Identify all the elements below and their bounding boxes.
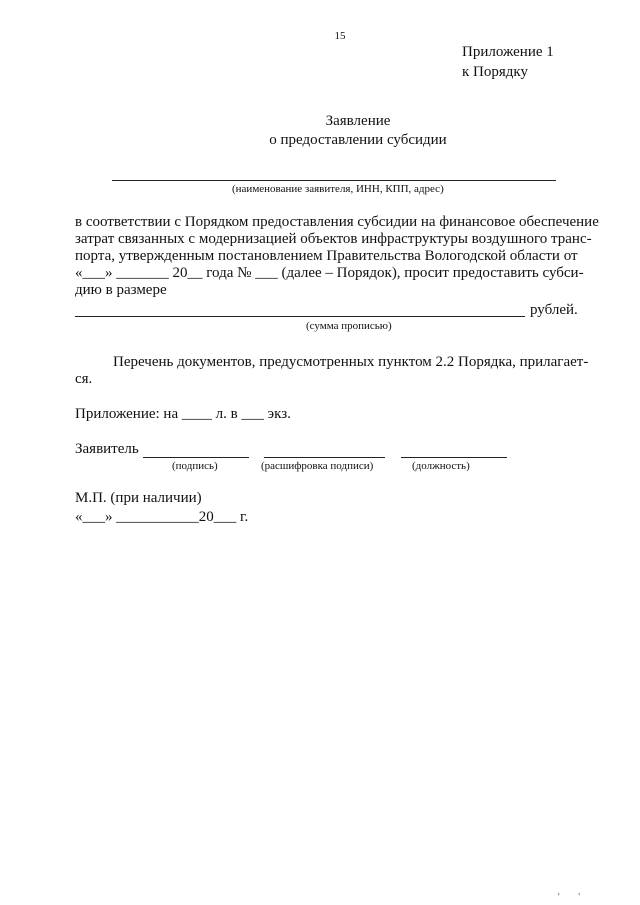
stamp-line: М.П. (при наличии) [75, 490, 202, 506]
documents-list-paragraph: Перечень документов, предусмотренных пунктом 2.2 Порядка, прилагает-ся. [75, 354, 589, 387]
amount-words-hint: (сумма прописью) [306, 320, 392, 332]
request-line-2: затрат связанных с модернизацией объектов инфраструктуры воздушного транс- [75, 231, 592, 247]
amount-currency-label: рублей. [530, 302, 578, 318]
amount-words-line [75, 316, 525, 317]
document-title: Заявление [325, 113, 391, 129]
appendix-line-2: к Порядку [462, 64, 528, 80]
applicant-name-line [112, 180, 556, 181]
page-number: 15 [334, 30, 346, 42]
applicant-label: Заявитель [75, 441, 139, 457]
signature-hint: (подпись) [172, 460, 218, 472]
applicant-name-hint: (наименование заявителя, ИНН, КПП, адрес) [232, 183, 444, 195]
signature-decoding-line [264, 457, 385, 458]
request-line-5: дию в размере [75, 282, 167, 298]
position-hint: (должность) [412, 460, 470, 472]
signature-line [143, 457, 249, 458]
request-line-4: «___» _______ 20__ года № ___ (далее – Порядок), просит предоставить субси- [75, 265, 584, 281]
document-subtitle: о предоставлении субсидии [269, 132, 447, 148]
request-paragraph [75, 214, 599, 299]
scan-corner-marks: ' ' [557, 892, 588, 903]
attachment-line: Приложение: на ____ л. в ___ экз. [75, 406, 291, 422]
request-line-1: в соответствии с Порядком предоставления субсидии на финансовое обеспечение [75, 214, 599, 230]
request-line-3: порта, утвержденным постановлением Правительства Вологодской области от [75, 248, 578, 264]
signature-decoding-hint: (расшифровка подписи) [261, 460, 374, 472]
appendix-reference [462, 42, 554, 82]
position-line [401, 457, 507, 458]
date-line: «___» ___________20___ г. [75, 509, 249, 525]
appendix-line-1: Приложение 1 [462, 44, 554, 60]
